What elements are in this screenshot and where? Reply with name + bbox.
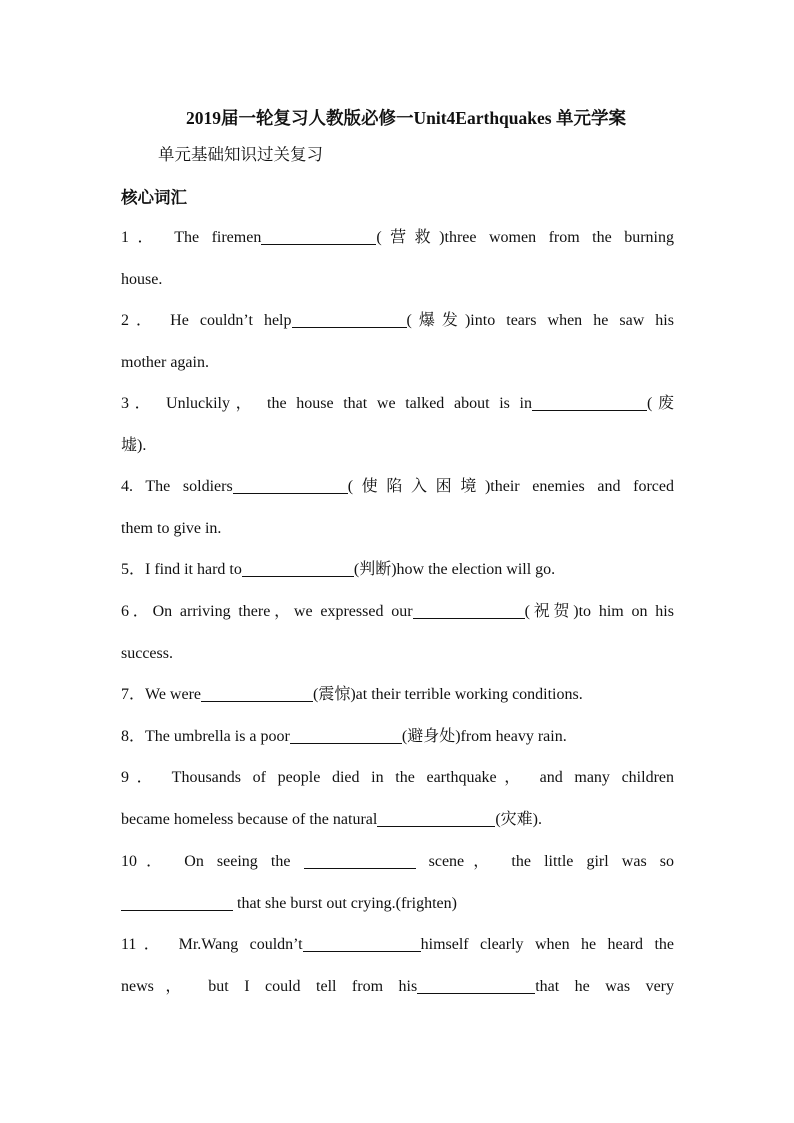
question-3 [121, 383, 674, 466]
question-1 [121, 217, 674, 300]
page-subtitle: 单元基础知识过关复习 [158, 145, 323, 164]
question-line: 2． He couldn’t help (爆发)into tears when he saw his [121, 312, 674, 329]
question-line: 10． On seeing the scene， the little girl was so [121, 853, 674, 870]
answer-blank[interactable] [532, 394, 647, 411]
question-6 [121, 591, 674, 674]
question-2 [121, 300, 674, 383]
answer-blank[interactable] [290, 727, 402, 744]
question-line: 墟). [121, 436, 147, 454]
question-7 [121, 674, 674, 716]
question-line: 9． Thousands of people died in the earthquake， and many children [121, 769, 674, 786]
answer-blank[interactable] [303, 935, 421, 952]
question-line: 7．We were (震惊)at their terrible working conditions. [121, 686, 583, 703]
answer-blank[interactable] [242, 560, 354, 577]
page-title: 2019届一轮复习人教版必修一Unit4Earthquakes 单元学案 [186, 108, 626, 128]
answer-blank[interactable] [292, 311, 407, 328]
question-line: news， but I could tell from his that he was very [121, 977, 675, 995]
question-line: mother again. [121, 353, 209, 371]
question-4 [121, 466, 674, 549]
question-line: success. [121, 644, 173, 662]
question-line: them to give in. [121, 519, 222, 537]
question-line: 6．On arriving there，we expressed our (祝贺)to him on his [121, 603, 674, 620]
section-heading: 核心词汇 [121, 188, 187, 207]
question-line: 4. The soldiers (使陷入困境)their enemies and forced [121, 478, 674, 495]
question-8 [121, 716, 674, 758]
question-line: 11． Mr.Wang couldn’t himself clearly when he heard the [121, 936, 674, 953]
answer-blank[interactable] [413, 602, 525, 619]
answer-blank[interactable] [121, 894, 233, 911]
question-10 [121, 841, 674, 924]
question-line: 1． The firemen (营救)three women from the burning [121, 229, 674, 246]
answer-blank[interactable] [417, 977, 535, 994]
question-9 [121, 757, 674, 840]
question-line: became homeless because of the natural (灾难). [121, 810, 542, 828]
answer-blank[interactable] [304, 852, 416, 869]
question-11 [121, 924, 674, 1007]
answer-blank[interactable] [233, 477, 348, 494]
answer-blank[interactable] [261, 228, 376, 245]
answer-blank[interactable] [377, 810, 495, 827]
question-line: house. [121, 270, 163, 288]
question-5 [121, 549, 674, 591]
question-line: that she burst out crying.(frighten) [121, 883, 674, 925]
question-line: 5．I find it hard to (判断)how the election will go. [121, 561, 556, 578]
question-line: 3． Unluckily， the house that we talked about is in (废 [121, 395, 674, 412]
question-line: 8．The umbrella is a poor (避身处)from heavy rain. [121, 728, 567, 745]
answer-blank[interactable] [201, 685, 313, 702]
